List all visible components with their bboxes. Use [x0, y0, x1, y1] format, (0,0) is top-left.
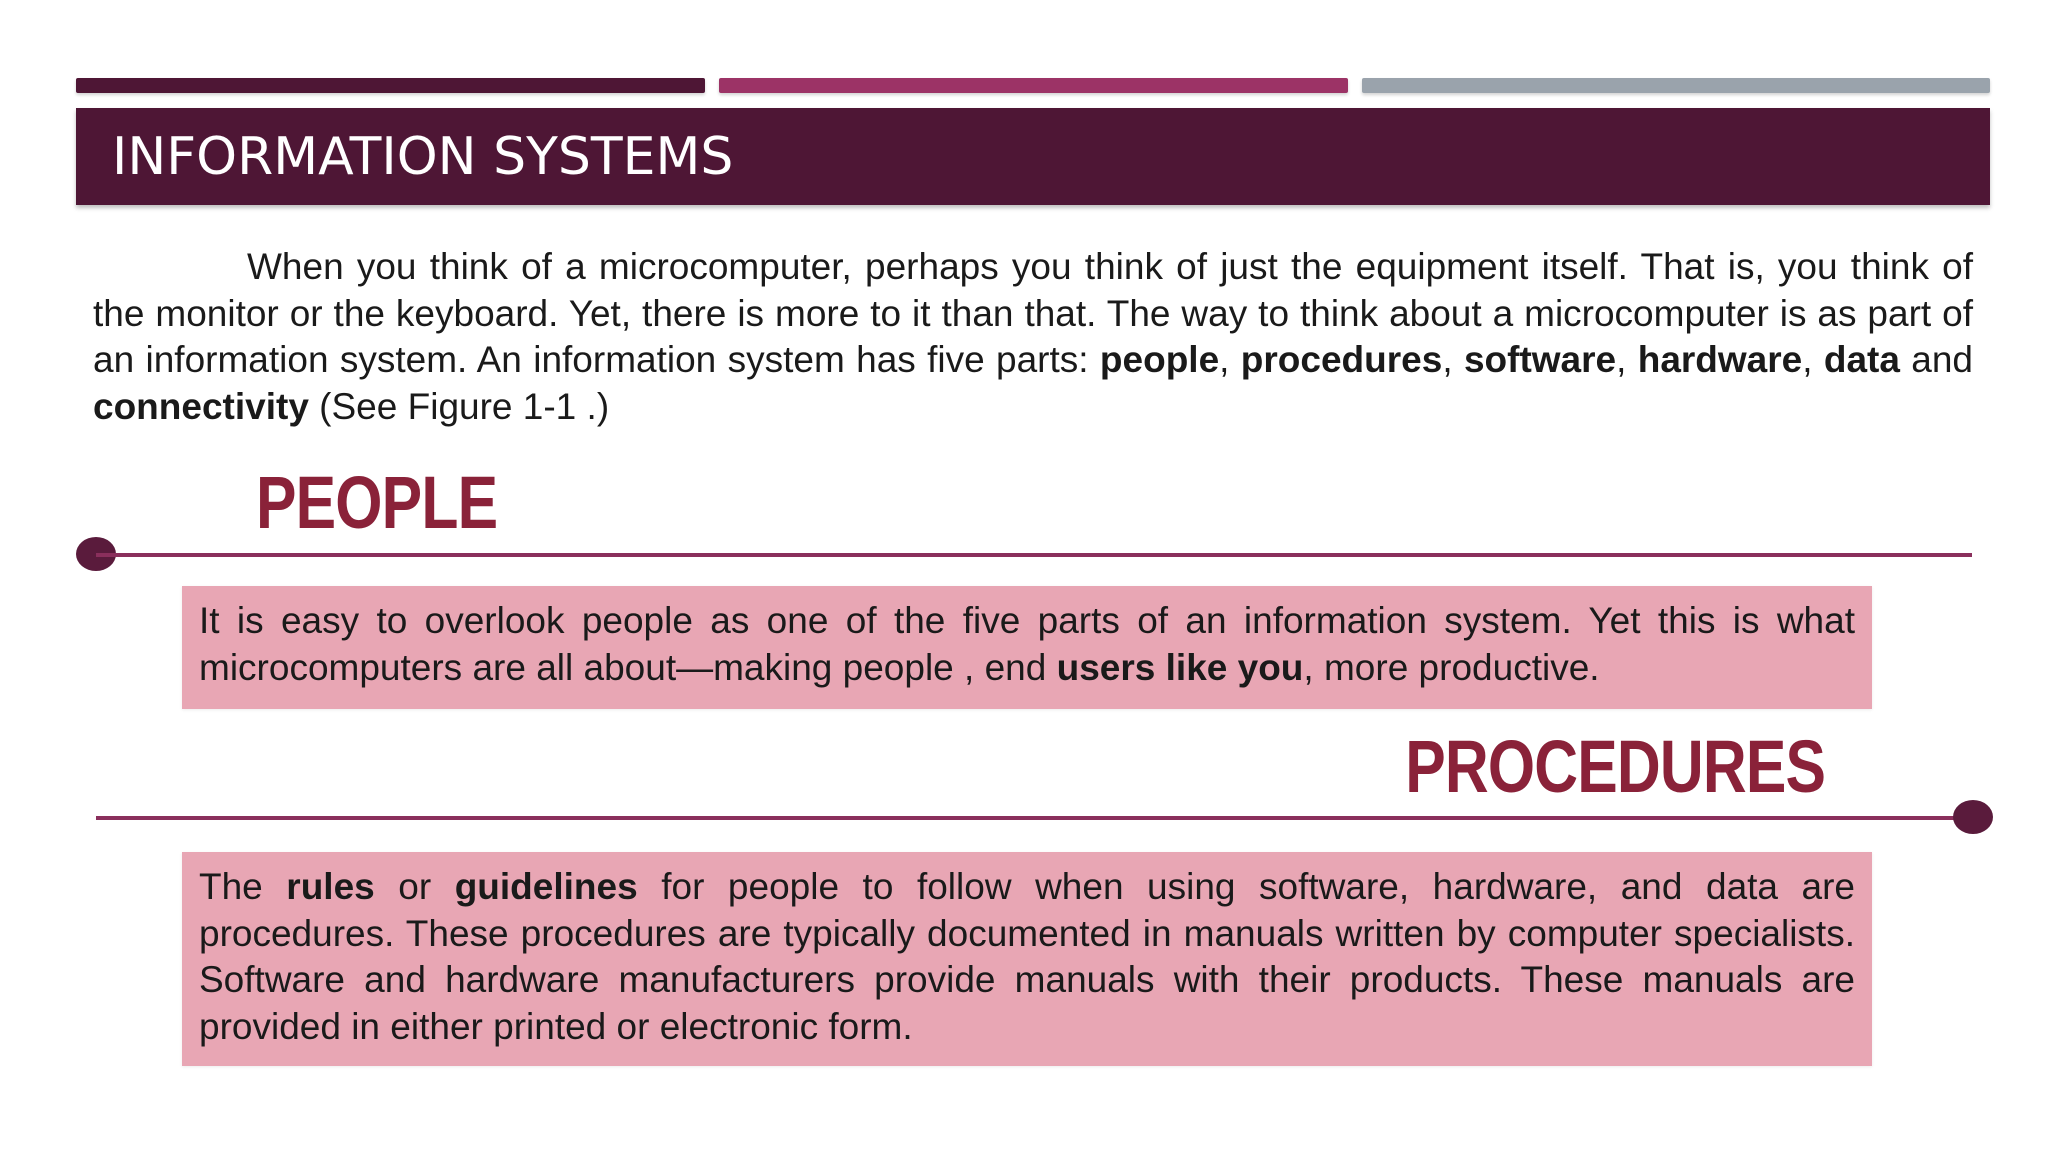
- intro-separator: ,: [1616, 339, 1638, 380]
- people-bold-term: users like you: [1056, 646, 1304, 688]
- people-divider: [96, 553, 1972, 557]
- term-data: data: [1823, 339, 1900, 380]
- term-people: people: [1099, 339, 1220, 380]
- term-connectivity: connectivity: [93, 385, 309, 427]
- intro-and: and: [1899, 339, 1974, 380]
- intro-text: When you think of a microcomputer, perhaps you think of just the equipment itself. That is, you think of the monitor or the keyboard. Yet, there is more to it than that. The way to think about a microcomputer is as part of an information system. An information system has five parts:: [93, 246, 1973, 380]
- intro-paragraph: [93, 244, 1973, 430]
- procedures-text: for people to follow when using software, hardware, and data are procedures. These procedures are typically documented in manuals written by computer specialists. Software and hardware manufacturers provide manuals with their products. These manuals are provided in either printed or electronic form.: [199, 866, 1856, 1047]
- decor-bar-gray: [1362, 78, 1990, 93]
- procedures-divider: [96, 816, 1972, 820]
- intro-separator: ,: [1802, 339, 1824, 380]
- title-banner: [76, 108, 1990, 205]
- term-software: software: [1463, 339, 1617, 380]
- procedures-text-start: The: [199, 866, 287, 907]
- term-procedures: procedures: [1240, 339, 1443, 380]
- people-text: It is easy to overlook people as one of the five parts of an information system. Yet this is what microcomputers are all about—making people , end: [199, 600, 1855, 688]
- term-guidelines: guidelines: [454, 866, 638, 907]
- decor-bar-dark: [76, 78, 705, 93]
- procedures-heading: PROCEDURES: [1404, 725, 1825, 808]
- procedures-note-box: [182, 852, 1872, 1066]
- people-note-box: [182, 586, 1872, 709]
- term-rules: rules: [286, 866, 375, 907]
- intro-separator: ,: [1442, 339, 1464, 380]
- decor-bar-magenta: [719, 78, 1348, 93]
- people-heading: PEOPLE: [256, 461, 498, 544]
- term-hardware: hardware: [1637, 339, 1803, 380]
- procedures-or: or: [374, 866, 455, 907]
- page-title: INFORMATION SYSTEMS: [112, 127, 734, 187]
- people-text-end: , more productive.: [1303, 646, 1600, 688]
- intro-figure-ref: (See Figure 1-1 .): [308, 385, 610, 427]
- intro-separator: ,: [1219, 339, 1241, 380]
- procedures-divider-dot: [1953, 800, 1993, 834]
